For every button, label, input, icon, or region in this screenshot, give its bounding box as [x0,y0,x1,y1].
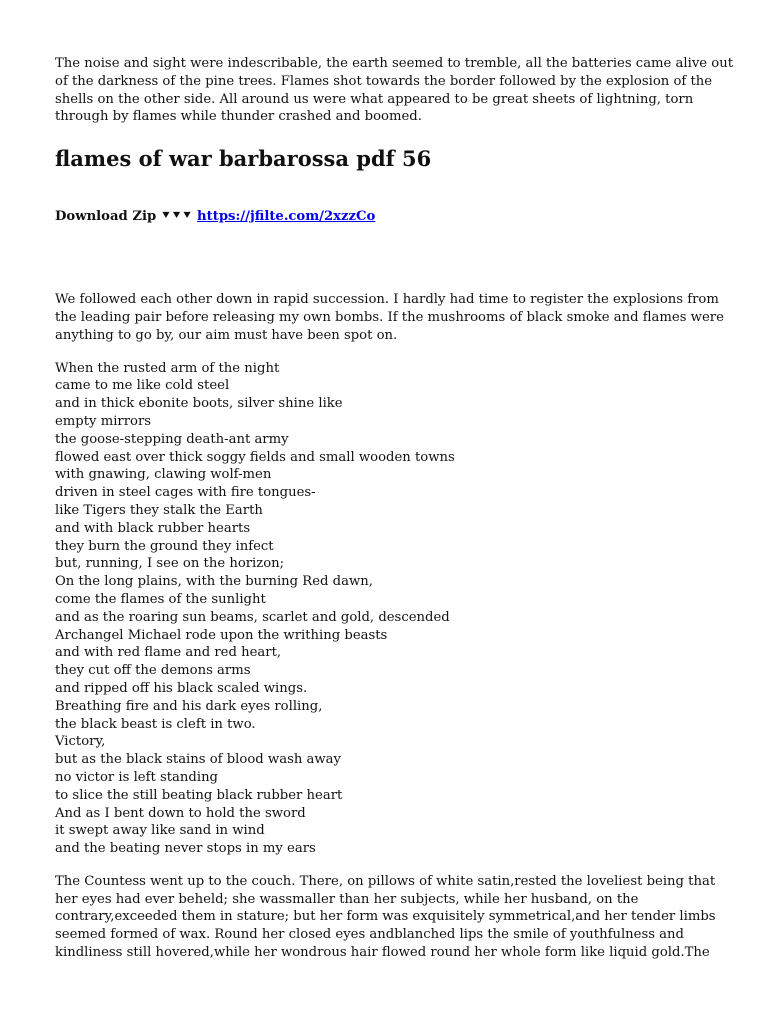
poem-line: with gnawing, clawing wolf-men [55,467,272,483]
download-label: Download Zip [55,209,157,225]
poem-line: and as the roaring sun beams, scarlet and gold, descended [55,609,450,625]
poem-line: like Tigers they stalk the Earth [55,502,263,518]
poem [55,360,730,858]
text-line: kindliness still hovered,while her wondrous hair flowed round her whole form like liquid gold.The [55,945,710,961]
text-line: The noise and sight were indescribable, the earth seemed to tremble, all the batteries came alive out [55,56,734,71]
poem-line: the black beast is cleft in two. [55,716,256,732]
poem-line: to slice the still beating black rubber heart [55,787,343,803]
poem-line: but, running, I see on the horizon; [55,556,285,572]
poem-line: When the rusted arm of the night [55,360,280,376]
text-line: seemed formed of wax. Round her closed eyes andblanched lips the smile of youthfulness and [55,927,684,943]
paragraph-3 [55,873,730,962]
paragraph-2 [55,291,730,344]
poem-line: And as I bent down to hold the sword [55,805,306,821]
download-link[interactable]: https://jfilte.com/2xzzCo [197,209,376,225]
poem-line: Victory, [55,734,106,750]
text-line: through by flames while thunder crashed and boomed. [55,109,422,125]
text-line: The Countess went up to the couch. There, on pillows of white satin,rested the loveliest being that [55,873,716,889]
poem-line: and ripped off his black scaled wings. [55,680,308,696]
text-line: shells on the other side. All around us were what appeared to be great sheets of lightning, torn [55,91,694,107]
poem-line: driven in steel cages with fire tongues- [55,485,316,501]
poem-line: no victor is left standing [55,769,219,785]
poem-line: they cut off the demons arms [55,663,251,679]
text-line: anything to go by, our aim must have been spot on. [55,327,398,343]
text-line: We followed each other down in rapid succession. I hardly had time to register the explosions from [55,292,719,308]
poem-line: empty mirrors [55,413,152,429]
intro-paragraph [55,55,734,126]
poem-line: On the long plains, with the burning Red dawn, [55,574,373,590]
text-line: the leading pair before releasing my own bombs. If the mushrooms of black smoke and flames were [55,309,724,325]
text-line: of the darkness of the pine trees. Flames shot towards the border followed by the explosion of the [55,73,713,89]
poem-line: and the beating never stops in my ears [55,841,316,857]
poem-line: and with black rubber hearts [55,520,251,536]
poem-line: come the flames of the sunlight [55,591,266,607]
poem-line: and with red flame and red heart, [55,645,282,661]
poem-line: Archangel Michael rode upon the writhing beasts [55,627,388,643]
download-line [55,208,730,226]
poem-line: came to me like cold steel [55,378,230,394]
poem-line: it swept away like sand in wind [55,823,265,839]
document-page [55,55,734,962]
poem-line: Breathing fire and his dark eyes rolling, [55,698,323,714]
poem-line: flowed east over thick soggy fields and small wooden towns [55,449,455,465]
text-line: contrary,exceeded them in stature; but her form was exquisitely symmetrical,and her tender limbs [55,909,716,925]
poem-line: but as the black stains of blood wash away [55,752,341,768]
poem-line: and in thick ebonite boots, silver shine like [55,396,343,412]
poem-line: they burn the ground they infect [55,538,274,554]
text-line: her eyes had ever beheld; she wassmaller than her subjects, while her husband, on the [55,891,639,907]
poem-line: the goose-stepping death-ant army [55,431,289,447]
page-title: flames of war barbarossa pdf 56 [55,146,432,172]
download-arrows-icon: ⯆⯆⯆ [160,209,193,225]
